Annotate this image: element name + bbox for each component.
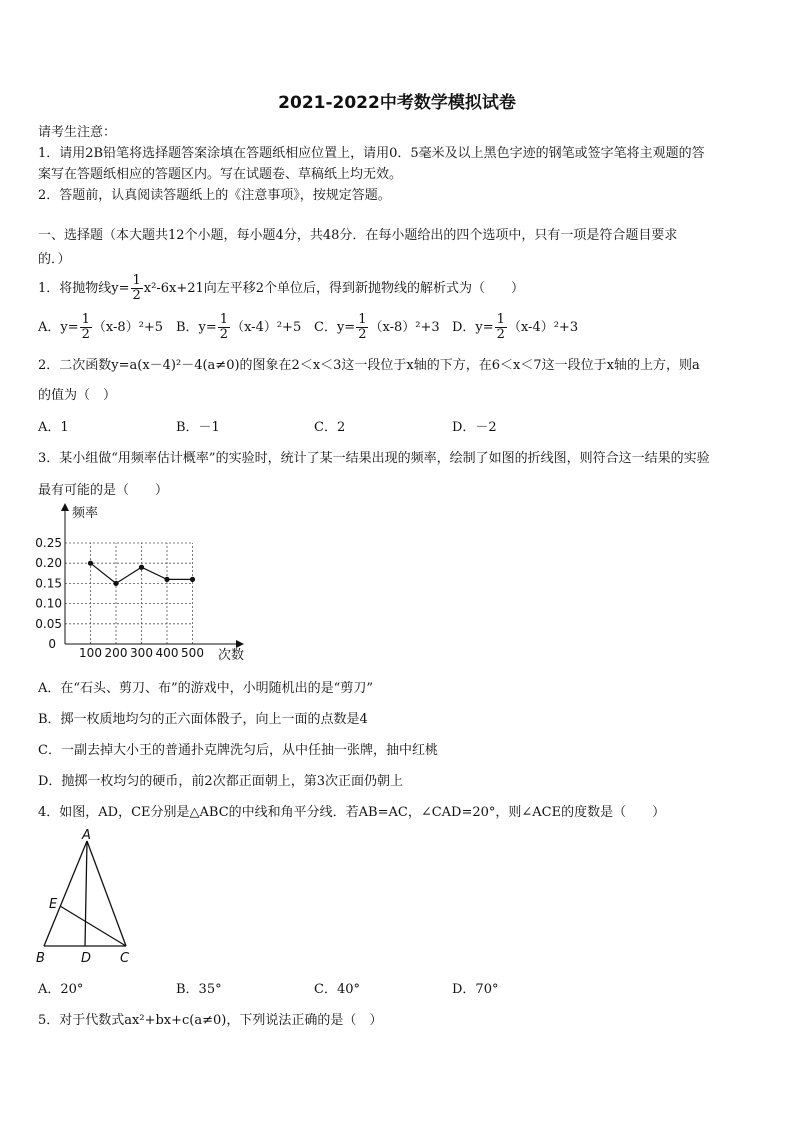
y-axis-label: 频率 <box>72 506 99 521</box>
q1-option-b-num: 1 <box>219 312 229 327</box>
x-tick-label: 300 <box>130 646 153 660</box>
notice-heading: 请考生注意： <box>38 125 117 140</box>
question-3-cont: 最有可能的是（ ） <box>38 483 169 498</box>
q4-option-c[interactable]: C．40° <box>314 982 360 997</box>
q1-fraction <box>131 274 143 303</box>
q1-option-c[interactable] <box>314 313 440 342</box>
q1-suffix: x²-6x+21向左平移2个单位后，得到新抛物线的解析式为（ ） <box>143 281 525 296</box>
q1-prefix: 1．将抛物线y= <box>38 281 130 296</box>
chart-grid <box>65 543 193 644</box>
q1-option-c-post: （x-8）²+3 <box>369 320 440 335</box>
q1-option-c-num: 1 <box>358 312 367 327</box>
data-point <box>139 565 144 570</box>
q1-option-b-frac <box>218 313 230 342</box>
frequency-line-chart <box>30 500 260 670</box>
notice-line-1a: 1．请用2B铅笔将选择题答案涂填在答题纸相应位置上，请用0．5毫米及以上黑色字迹的钢笔或签字笔将主观题的答 <box>38 146 705 161</box>
q1-option-b-den: 2 <box>219 327 229 342</box>
x-axis-arrow <box>236 640 244 648</box>
y-axis-arrow <box>61 503 69 511</box>
q1-option-d[interactable] <box>452 313 578 342</box>
section-1-instructions: 一、选择题（本大题共12个小题，每小题4分，共48分．在每小题给出的四个选项中，只有一项是符合题目要求 <box>38 228 678 243</box>
q1-option-a-frac <box>80 313 92 342</box>
x-tick-labels <box>79 646 204 660</box>
x-tick-label: 100 <box>79 646 102 660</box>
data-point <box>164 577 169 582</box>
notice-line-2: 2．答题前，认真阅读答题纸上的《注意事项》，按规定答题。 <box>38 188 391 203</box>
q1-option-b[interactable] <box>176 313 301 342</box>
q1-option-d-num: 1 <box>496 312 505 327</box>
segment-CE <box>60 906 126 946</box>
y-tick-label: 0.15 <box>35 576 62 591</box>
q4-option-b[interactable]: B．35° <box>176 982 222 997</box>
question-1 <box>38 274 524 303</box>
question-5: 5．对于代数式ax²+bx+c(a≠0)，下列说法正确的是（ ） <box>38 1013 383 1028</box>
notice-line-1b: 案写在答题纸相应的答题区内。写在试题卷、草稿纸上均无效。 <box>38 167 403 182</box>
q1-option-c-frac <box>356 313 368 342</box>
q1-option-d-post: （x-4）²+3 <box>507 320 579 335</box>
question-2: 2．二次函数y=a(x－4)²－4(a≠0)的图象在2＜x＜3这一段位于x轴的下方，在6＜x＜7这一段位于x轴的上方，则a <box>38 358 700 373</box>
q1-option-c-den: 2 <box>358 327 367 342</box>
y-tick-label: 0 <box>48 637 56 651</box>
y-tick-label: 0.20 <box>35 556 62 571</box>
q1-option-a-post: （x-8）²+5 <box>92 320 164 335</box>
q1-option-c-pre: C．y= <box>314 320 356 335</box>
q3-option-c[interactable]: C．一副去掉大小王的普通扑克牌洗匀后，从中任抽一张牌，抽中红桃 <box>38 743 438 758</box>
point-label-E: E <box>49 897 58 912</box>
q1-option-d-pre: D．y= <box>452 320 494 335</box>
page-title: 2021-2022中考数学模拟试卷 <box>278 93 516 113</box>
q1-option-b-post: （x-4）²+5 <box>231 320 302 335</box>
q1-frac-num: 1 <box>132 273 141 288</box>
q1-option-b-pre: B．y= <box>176 320 217 335</box>
data-point <box>113 581 118 586</box>
y-tick-label: 0.25 <box>35 536 62 550</box>
q4-option-d[interactable]: D．70° <box>452 982 499 997</box>
question-2-cont: 的值为（ ） <box>38 388 117 403</box>
section-1-instructions-cont: 的．） <box>38 252 71 267</box>
q3-option-d[interactable]: D．抛掷一枚均匀的硬币，前2次都正面朝上，第3次正面仍朝上 <box>38 774 403 789</box>
segment-AC <box>87 841 126 946</box>
y-tick-label: 0.10 <box>35 596 62 611</box>
x-tick-label: 400 <box>155 646 179 660</box>
q4-option-a[interactable]: A．20° <box>38 982 84 997</box>
segment-AB <box>44 841 87 946</box>
q2-option-b[interactable]: B．－1 <box>176 420 220 435</box>
q2-option-a[interactable]: A．1 <box>38 420 69 435</box>
x-tick-label: 500 <box>181 646 204 660</box>
q1-option-d-frac <box>495 313 507 342</box>
q3-option-b[interactable]: B．掷一枚质地均匀的正六面体骰子，向上一面的点数是4 <box>38 712 368 727</box>
triangle-diagram <box>30 826 140 966</box>
point-label-B: B <box>36 951 45 966</box>
q1-option-a-pre: A．y= <box>38 320 79 335</box>
point-label-C: C <box>120 951 130 966</box>
data-point <box>190 577 195 582</box>
x-tick-label: 200 <box>104 646 128 660</box>
point-label-D: D <box>81 951 92 966</box>
q1-option-a[interactable] <box>38 313 163 342</box>
y-tick-labels <box>35 536 62 651</box>
segment-AD <box>85 841 87 946</box>
y-tick-label: 0.05 <box>35 616 62 631</box>
q1-option-d-den: 2 <box>496 327 505 342</box>
point-label-A: A <box>82 828 91 843</box>
q1-frac-den: 2 <box>132 288 141 303</box>
data-point <box>88 561 93 566</box>
q1-option-a-num: 1 <box>81 312 90 327</box>
chart-axes <box>61 503 244 648</box>
q3-option-a[interactable]: A．在“石头、剪刀、布”的游戏中，小明随机出的是“剪刀” <box>38 681 373 696</box>
question-3: 3．某小组做“用频率估计概率”的实验时，统计了某一结果出现的频率，绘制了如图的折线图，则符合这一结果的实验 <box>38 451 710 466</box>
question-4: 4．如图，AD，CE分别是△ABC的中线和角平分线．若AB=AC，∠CAD=20°，则∠ACE的度数是（ ） <box>38 805 666 820</box>
x-axis-label: 次数 <box>218 648 245 663</box>
q2-option-d[interactable]: D．－2 <box>452 420 497 435</box>
q2-option-c[interactable]: C．2 <box>314 420 346 435</box>
q1-option-a-den: 2 <box>81 327 90 342</box>
